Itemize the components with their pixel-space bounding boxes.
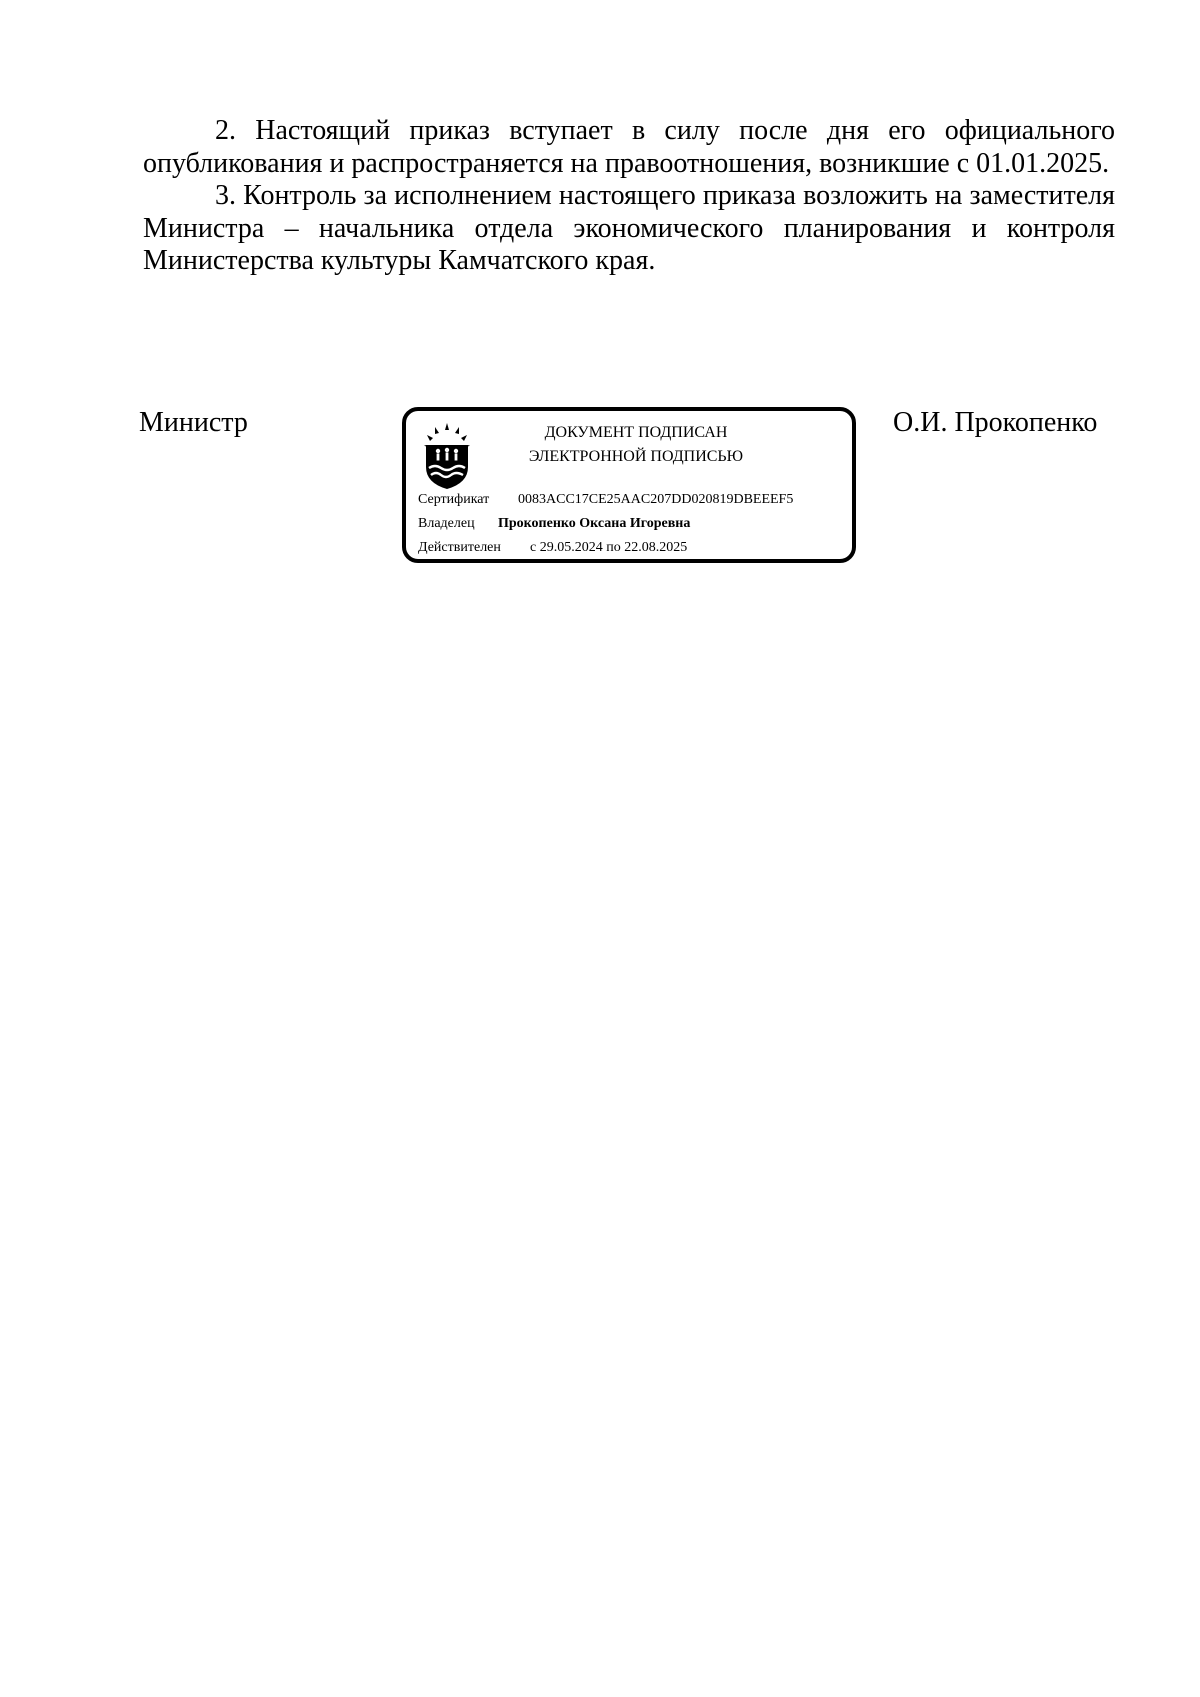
signatory-name: О.И. Прокопенко xyxy=(893,407,1098,438)
certificate-label: Сертификат xyxy=(418,492,490,507)
paragraph-control: 3. Контроль за исполнением настоящего приказа возложить на заместителя Министра – начальника отдела экономического планирования и контроля Министерства культуры Камчатского края. xyxy=(143,180,1115,276)
stamp-heading-line1: ДОКУМЕНТ ПОДПИСАН xyxy=(544,424,728,441)
signatory-title: Министр xyxy=(139,407,248,438)
validity-label: Действителен xyxy=(418,540,501,555)
owner-label: Владелец xyxy=(418,516,475,531)
valid-from-date: 29.05.2024 xyxy=(539,540,603,555)
electronic-signature-stamp xyxy=(402,407,856,563)
validity-row xyxy=(418,538,687,558)
valid-to-date: 22.08.2025 xyxy=(624,540,688,555)
stamp-heading-line2: ЭЛЕКТРОННОЙ ПОДПИСЬЮ xyxy=(528,448,744,465)
order-body xyxy=(143,115,1115,278)
owner-value: Прокопенко Оксана Игоревна xyxy=(498,516,691,531)
certificate-row xyxy=(418,490,793,510)
certificate-value: 0083ACC17CE25AAC207DD020819DBEEEF5 xyxy=(518,492,794,507)
owner-row xyxy=(418,514,690,534)
stamp-heading xyxy=(486,421,786,469)
valid-from-prefix: с xyxy=(530,540,537,555)
paragraph-effective-date: 2. Настоящий приказ вступает в силу после дня его официального опубликования и распространяется на правоотношения, возникшие с 01.01.2025. xyxy=(143,115,1115,179)
valid-to-prefix: по xyxy=(606,540,621,555)
kamchatka-coat-of-arms-icon xyxy=(420,421,474,491)
